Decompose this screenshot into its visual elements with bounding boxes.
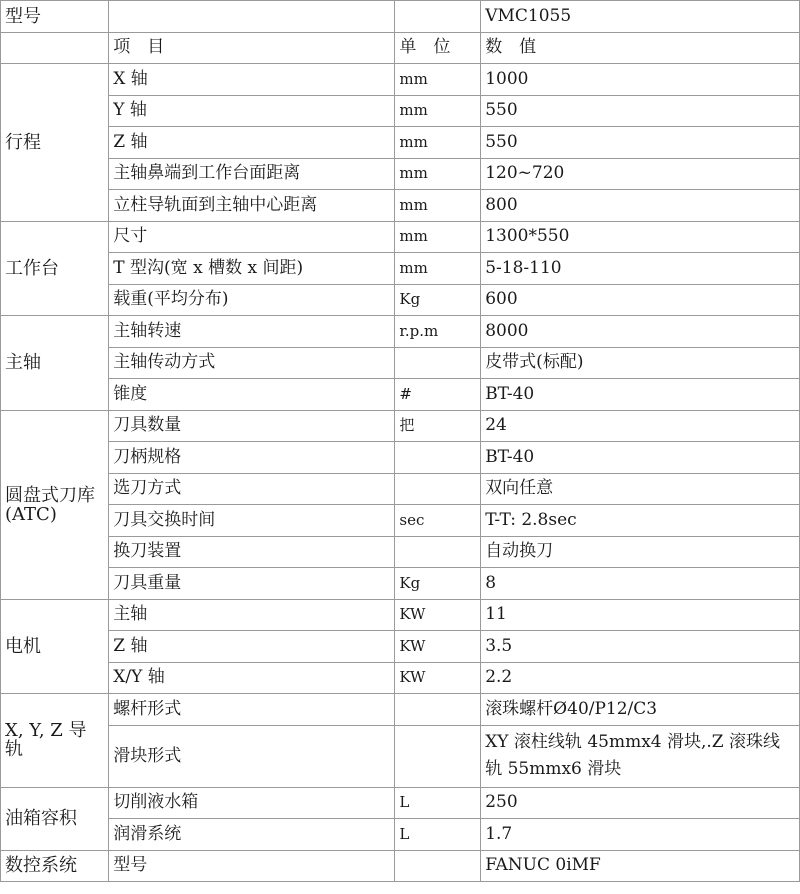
item-cell: 刀具重量 <box>109 568 395 600</box>
unit-cell: Kg <box>395 568 481 600</box>
value-cell: FANUC 0iMF <box>481 850 800 882</box>
spec-row <box>1 253 800 285</box>
unit-cell <box>395 694 481 726</box>
spec-row <box>1 442 800 474</box>
value-cell: 600 <box>481 284 800 316</box>
spec-row <box>1 568 800 600</box>
spec-row <box>1 190 800 222</box>
value-cell: 2.2 <box>481 662 800 694</box>
spec-row <box>1 631 800 663</box>
item-cell: T 型沟(宽 x 槽数 x 间距) <box>109 253 395 285</box>
spec-row <box>1 158 800 190</box>
unit-cell: mm <box>395 253 481 285</box>
spec-row <box>1 505 800 537</box>
section-name: 圆盘式刀库(ATC) <box>1 410 109 599</box>
spec-row <box>1 221 800 253</box>
item-cell: 载重(平均分布) <box>109 284 395 316</box>
item-cell: 型号 <box>109 850 395 882</box>
value-cell: 1000 <box>481 64 800 96</box>
item-cell: X 轴 <box>109 64 395 96</box>
value-cell: 自动换刀 <box>481 536 800 568</box>
unit-cell: KW <box>395 599 481 631</box>
item-cell: X/Y 轴 <box>109 662 395 694</box>
value-cell: 3.5 <box>481 631 800 663</box>
value-cell: 550 <box>481 127 800 159</box>
unit-cell: sec <box>395 505 481 537</box>
unit-cell: KW <box>395 631 481 663</box>
unit-cell <box>395 347 481 379</box>
spec-row <box>1 599 800 631</box>
item-cell: Z 轴 <box>109 631 395 663</box>
value-cell: 550 <box>481 95 800 127</box>
spec-row <box>1 725 800 787</box>
value-cell: 11 <box>481 599 800 631</box>
spec-row <box>1 127 800 159</box>
section-name: X, Y, Z 导轨 <box>1 694 109 788</box>
value-cell: 800 <box>481 190 800 222</box>
spec-row <box>1 347 800 379</box>
model-label: 型号 <box>1 1 109 33</box>
model-value: VMC1055 <box>481 1 800 33</box>
item-cell: 立柱导轨面到主轴中心距离 <box>109 190 395 222</box>
spec-row <box>1 850 800 882</box>
value-cell: 8000 <box>481 316 800 348</box>
spec-row <box>1 284 800 316</box>
item-cell: 刀具交换时间 <box>109 505 395 537</box>
value-cell: 8 <box>481 568 800 600</box>
value-cell: 24 <box>481 410 800 442</box>
unit-cell: mm <box>395 221 481 253</box>
item-cell: 滑块形式 <box>109 725 395 787</box>
header-value: 数 值 <box>481 32 800 64</box>
section-name: 工作台 <box>1 221 109 316</box>
spec-row <box>1 819 800 851</box>
unit-cell: mm <box>395 95 481 127</box>
spec-row <box>1 95 800 127</box>
item-cell: 螺杆形式 <box>109 694 395 726</box>
item-cell: 切削液水箱 <box>109 787 395 819</box>
value-cell: 250 <box>481 787 800 819</box>
item-cell: 换刀装置 <box>109 536 395 568</box>
value-cell: XY 滚柱线轨 45mmx4 滑块,.Z 滚珠线轨 55mmx6 滑块 <box>481 725 800 787</box>
unit-cell: mm <box>395 190 481 222</box>
item-cell: 主轴传动方式 <box>109 347 395 379</box>
spec-row <box>1 410 800 442</box>
item-cell: 尺寸 <box>109 221 395 253</box>
value-cell: T-T: 2.8sec <box>481 505 800 537</box>
unit-cell: KW <box>395 662 481 694</box>
value-cell: BT-40 <box>481 442 800 474</box>
unit-cell: # <box>395 379 481 411</box>
item-cell: 主轴鼻端到工作台面距离 <box>109 158 395 190</box>
spec-row <box>1 64 800 96</box>
empty-cell <box>109 1 395 33</box>
value-cell: 双向任意 <box>481 473 800 505</box>
section-name: 行程 <box>1 64 109 222</box>
spec-row <box>1 379 800 411</box>
section-name: 电机 <box>1 599 109 694</box>
spec-row <box>1 536 800 568</box>
unit-cell: mm <box>395 158 481 190</box>
value-cell: 皮带式(标配) <box>481 347 800 379</box>
item-cell: 刀柄规格 <box>109 442 395 474</box>
spec-row <box>1 316 800 348</box>
item-cell: 润滑系统 <box>109 819 395 851</box>
section-name: 数控系统 <box>1 850 109 882</box>
item-cell: Y 轴 <box>109 95 395 127</box>
header-row <box>1 32 800 64</box>
unit-cell <box>395 536 481 568</box>
empty-cell <box>395 1 481 33</box>
unit-cell: L <box>395 787 481 819</box>
spec-row <box>1 662 800 694</box>
item-cell: 锥度 <box>109 379 395 411</box>
section-name: 主轴 <box>1 316 109 411</box>
value-cell: 滚珠螺杆Ø40/P12/C3 <box>481 694 800 726</box>
unit-cell <box>395 473 481 505</box>
unit-cell: 把 <box>395 410 481 442</box>
item-cell: 刀具数量 <box>109 410 395 442</box>
unit-cell <box>395 725 481 787</box>
header-unit: 单 位 <box>395 32 481 64</box>
value-cell: BT-40 <box>481 379 800 411</box>
unit-cell: mm <box>395 64 481 96</box>
item-cell: 主轴 <box>109 599 395 631</box>
item-cell: 选刀方式 <box>109 473 395 505</box>
item-cell: 主轴转速 <box>109 316 395 348</box>
value-cell: 5-18-110 <box>481 253 800 285</box>
value-cell: 1300*550 <box>481 221 800 253</box>
spec-row <box>1 694 800 726</box>
spec-row <box>1 473 800 505</box>
item-cell: Z 轴 <box>109 127 395 159</box>
section-name: 油箱容积 <box>1 787 109 850</box>
header-item: 项 目 <box>109 32 395 64</box>
value-cell: 120~720 <box>481 158 800 190</box>
unit-cell: Kg <box>395 284 481 316</box>
unit-cell: r.p.m <box>395 316 481 348</box>
unit-cell <box>395 850 481 882</box>
unit-cell <box>395 442 481 474</box>
value-cell: 1.7 <box>481 819 800 851</box>
unit-cell: mm <box>395 127 481 159</box>
model-row <box>1 1 800 33</box>
unit-cell: L <box>395 819 481 851</box>
spec-row <box>1 787 800 819</box>
empty-cell <box>1 32 109 64</box>
spec-table-body <box>1 1 800 882</box>
